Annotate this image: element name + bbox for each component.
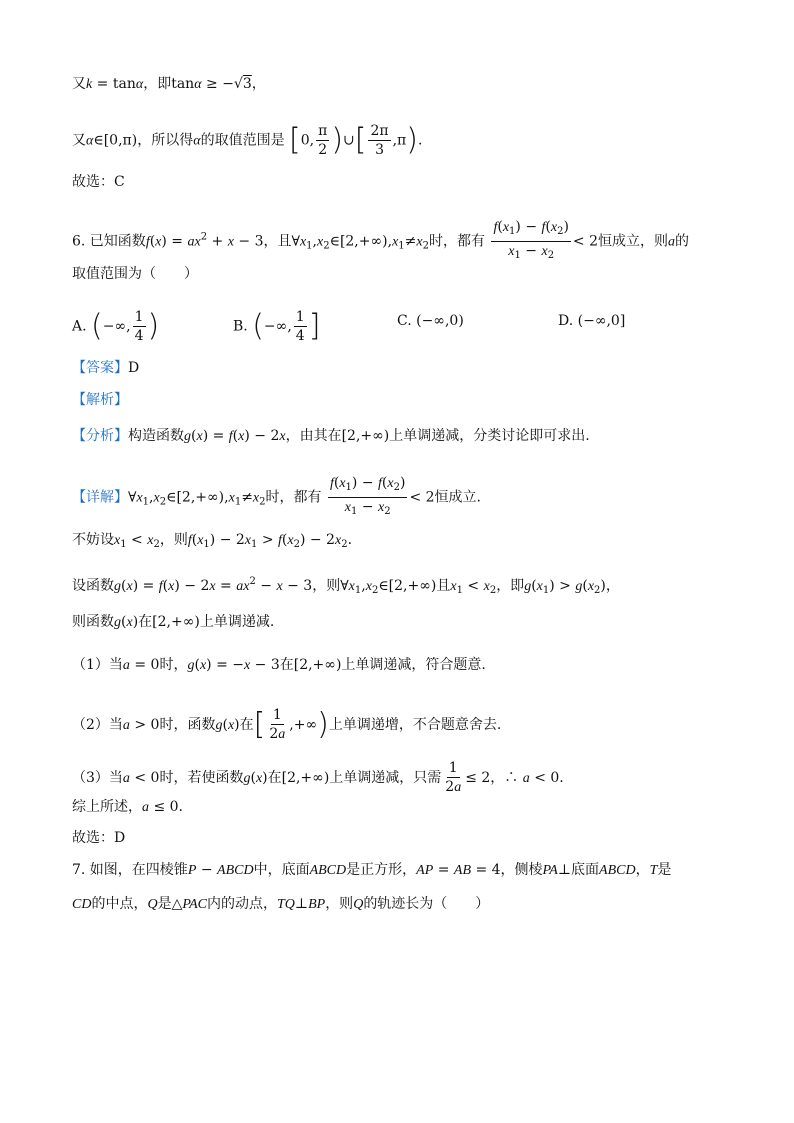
case-1: （1）当a = 0时，g(x) = −x − 3在[2,+∞)上单调递减，符合题意. (72, 657, 486, 673)
jiexi-label: 【解析】 (72, 392, 128, 408)
question-6-stem-cont: 取值范围为（ ） (72, 266, 198, 282)
question-6-stem: 6. 已知函数$f(x) = ax^2 + x - 3$，且$\forall x_1,x_2\in[2,+\infty),x_1\ne x_2$时，都有 $\frac{f(x_1) - f(x_2)}{x_1 - x_2}$ < 2恒成立，则a的 (72, 219, 690, 261)
line-tan-condition: 又k = tanα，即tanα ≥ −√3， (72, 76, 266, 92)
conclusion: 综上所述，a ≤ 0. (72, 799, 183, 815)
line-ze: 则函数g(x)在[2,+∞)上单调递减. (72, 614, 275, 630)
option-d: D. (−∞,0] (558, 313, 626, 329)
analysis-tag (72, 390, 128, 410)
fenxi-line: 【分析】构造函数g(x) = f(x) − 2x，由其在[2,+∞)上单调递减，分类讨论即可求出. (72, 428, 590, 444)
option-a: A. (−∞, $\frac{1}{4}$ ) (72, 308, 160, 344)
question-7-stem-cont: CD的中点，Q是△PAC内的动点，TQ⊥BP，则Q的轨迹长为（ ） (72, 896, 490, 912)
answer-choice-c: 故选：C (72, 174, 125, 190)
xiangjie-tag: 【详解】 (72, 489, 128, 506)
option-c: C. (−∞,0) (397, 313, 464, 329)
answer-value: D (128, 360, 140, 376)
answer-tag: 【答案】 (72, 360, 128, 376)
option-b: B. (−∞, $\frac{1}{4}$ ] (233, 308, 321, 344)
answer-line (72, 358, 139, 378)
case-3: （3）当a < 0时，若使函数g(x)在[2,+∞)上单调递减，只需 $\frac{1}{2a}$ ≤ 2，∴ a < 0. (72, 760, 564, 795)
question-7-stem: 7. 如图，在四棱锥P − ABCD中，底面ABCD是正方形，AP = AB = 4，侧棱PA⊥底面ABCD，T是 (72, 862, 672, 878)
xiangjie-line: 【详解】$\forall x_1,x_2\in[2,+\infty),x_1\ne x_2$时，都有 $\frac{f(x_1) - f(x_2)}{x_1 - x_2}$ < 2恒成立. (72, 475, 481, 517)
answer-choice-d: 故选：D (72, 830, 126, 846)
line-she: 设函数$g(x) = f(x) - 2x = ax^2 - x - 3$，则$\forall x_1,x_2\in[2,+\infty)$且$x_1 < x_2$，即$g(x_1) > g(x_2)$， (72, 576, 620, 596)
fenxi-tag: 【分析】 (72, 428, 128, 444)
case-2: （2）当a > 0时，函数g(x)在[ $\frac{1}{2a}$ ,+∞)上单调递增，不合题意舍去. (72, 707, 502, 742)
line-alpha-range: 又α∈[0,π)，所以得α的取值范围是 [0, $\frac{\pi}{2}$ )∪[ $\frac{2\pi}{3}$ ,π). (72, 122, 423, 158)
line-bufang: 不妨设$x_1 < x_2$，则$f(x_1) - 2x_1 > f(x_2) - 2x_2$. (72, 532, 353, 550)
